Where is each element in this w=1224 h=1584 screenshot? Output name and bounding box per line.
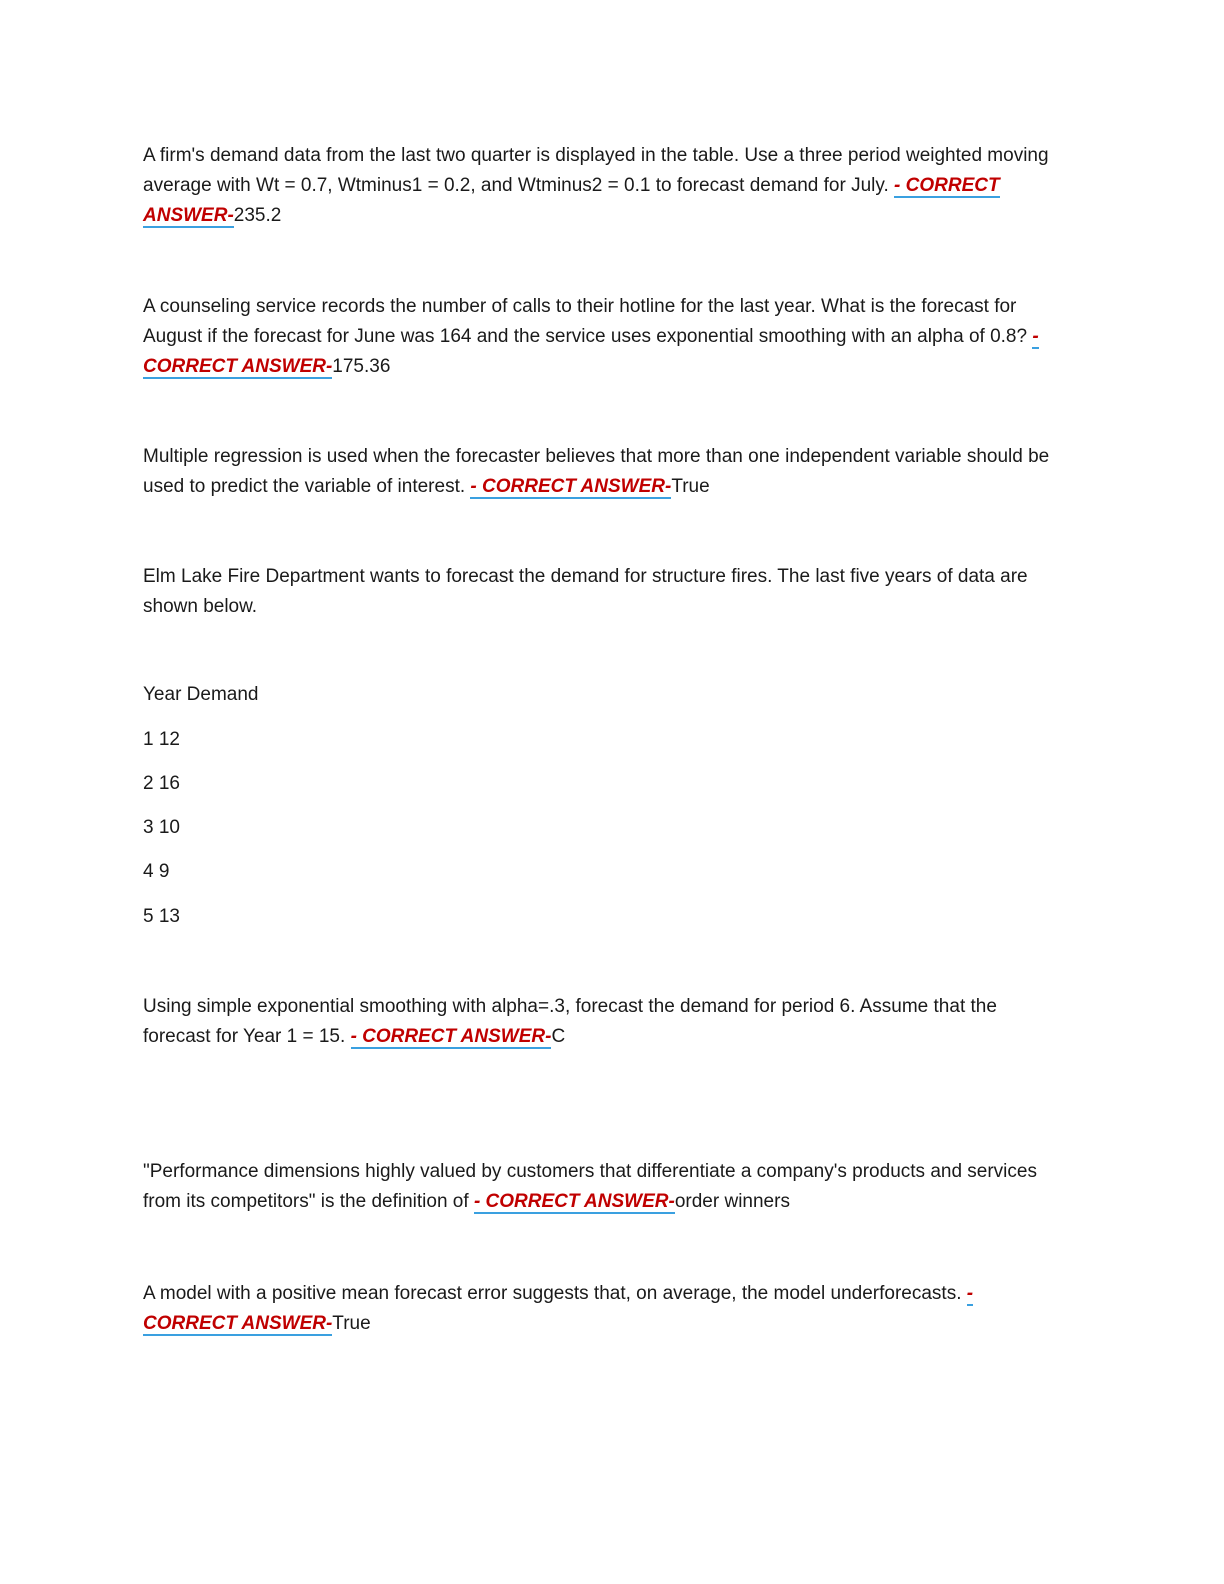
question-text: "Performance dimensions highly valued by customers that differentiate a company's products and services from its competitors" is the definition of [143,1161,1037,1212]
table-header: Year Demand [143,684,259,705]
question-text: A firm's demand data from the last two quarter is displayed in the table. Use a three period weighted moving average with Wt = 0.7, Wtminus1 = 0.2, and Wtminus2 = 0.1 to forecast demand for July. [143,145,1049,196]
qa-item-4 [143,992,1068,1052]
question-text: Multiple regression is used when the forecaster believes that more than one independent variable should be used to predict the variable of interest. [143,446,1050,497]
correct-answer-marker: - CORRECT ANSWER- [143,1283,974,1334]
question-text: A counseling service records the number of calls to their hotline for the last year. What is the forecast for August if the forecast for June was 164 and the service uses exponential smoothing with an alpha of 0.8? [143,296,1033,347]
question-text: A model with a positive mean forecast error suggests that, on average, the model underforecasts. [143,1283,967,1304]
qa-item-5 [143,1157,1068,1217]
fire-department-intro: Elm Lake Fire Department wants to forecast the demand for structure fires. The last five years of data are shown below. [143,566,1028,617]
answer-text: True [671,476,710,497]
answer-text: C [551,1026,566,1047]
table-row: 5 13 [143,906,180,927]
correct-answer-marker: - CORRECT ANSWER- [350,1026,552,1047]
correct-answer-marker: - CORRECT ANSWER- [143,175,1000,226]
table-row: 3 10 [143,817,180,838]
qa-item-6 [143,1279,1068,1339]
table-row: 4 9 [143,861,170,882]
correct-answer-marker: - CORRECT ANSWER- [143,326,1039,377]
answer-text: 175.36 [332,356,391,377]
table-row: 1 12 [143,729,180,750]
question-text: Using simple exponential smoothing with alpha=.3, forecast the demand for period 6. Assume that the forecast for Year 1 = 15. [143,996,997,1047]
answer-text: order winners [674,1191,790,1212]
qa-item-1 [143,141,1068,231]
table-row: 2 16 [143,773,180,794]
qa-item-2 [143,292,1068,382]
qa-item-3 [143,442,1068,502]
correct-answer-marker: - CORRECT ANSWER- [473,1191,675,1212]
answer-text: True [332,1313,371,1334]
answer-text: 235.2 [233,205,282,226]
correct-answer-marker: - CORRECT ANSWER- [470,476,672,497]
